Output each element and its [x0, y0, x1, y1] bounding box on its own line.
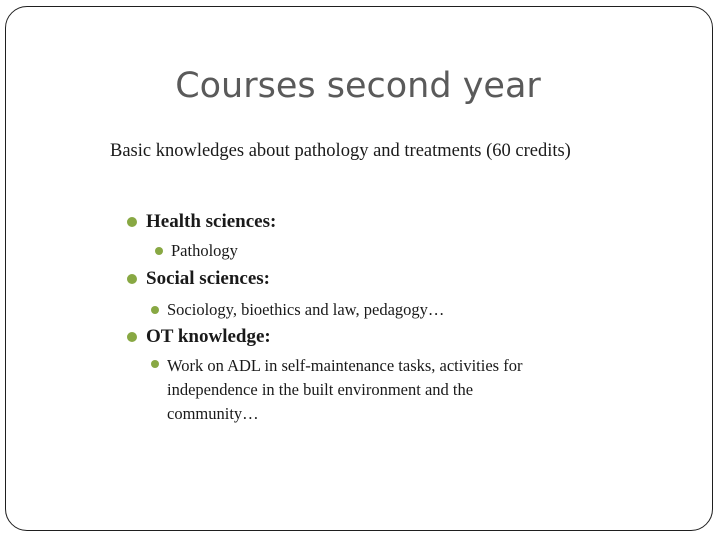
list-item-adl	[167, 354, 567, 426]
list-item-label: Pathology	[171, 241, 238, 260]
list-item-sociology	[167, 300, 444, 320]
slide-title: Courses second year	[175, 66, 541, 106]
list-item-pathology	[171, 241, 238, 261]
bullet-icon	[151, 306, 159, 314]
bullet-icon	[127, 217, 137, 227]
list-item-label: Work on ADL in self-maintenance tasks, activities for independence in the built environment and the community…	[167, 356, 523, 423]
section-heading-social-sciences	[146, 268, 270, 290]
list-item-label: Sociology, bioethics and law, pedagogy…	[167, 300, 445, 319]
slide-subtitle: Basic knowledges about pathology and treatments (60 credits)	[110, 141, 571, 161]
section-heading-label: OT knowledge:	[146, 326, 271, 347]
section-heading-ot-knowledge	[146, 326, 271, 348]
bullet-icon	[151, 360, 159, 368]
section-heading-label: Social sciences:	[146, 268, 271, 289]
bullet-icon	[127, 332, 137, 342]
bullet-icon	[127, 274, 137, 284]
section-heading-label: Health sciences:	[146, 211, 277, 232]
bullet-icon	[155, 247, 163, 255]
section-heading-health-sciences	[146, 211, 276, 233]
